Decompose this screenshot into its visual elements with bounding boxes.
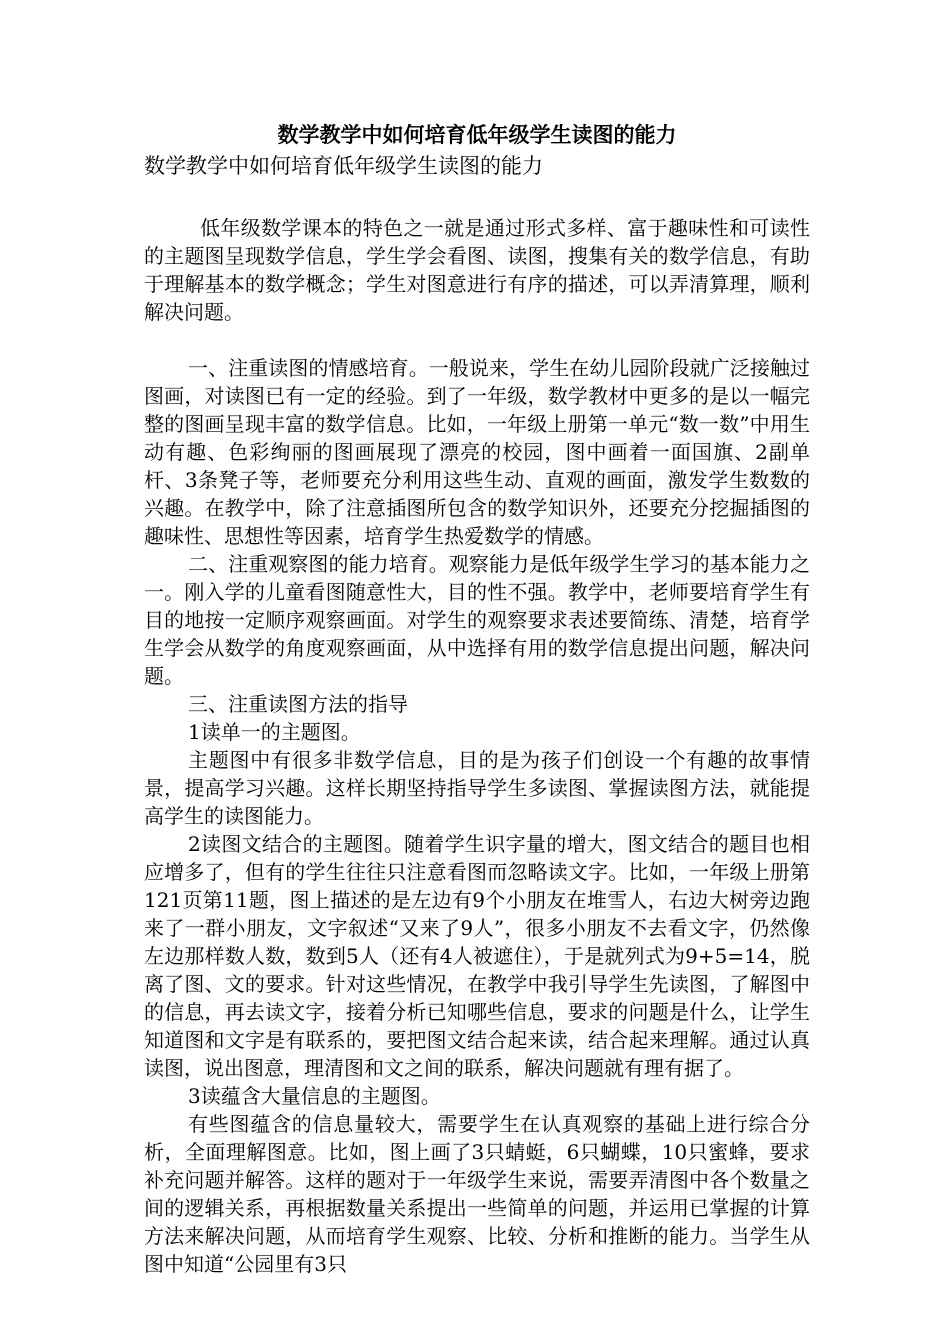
section-one-paragraph: 一、注重读图的情感培育。一般说来，学生在幼儿园阶段就广泛接触过图画，对读图已有一定的经验。到了一年级，数学教材中更多的是以一幅完整的图画呈现丰富的数学信息。比如，一年级上册第一单元“数一数”中用生动有趣、色彩绚丽的图画展现了漂亮的校园，图中画着一面国旗、2副单杆、3条凳子等，老师要充分利用这些生动、直观的画面，激发学生数数的兴趣。在教学中，除了注意插图所包含的数学知识外，还要充分挖掘插图的趣味性、思想性等因素，培育学生热爱数学的情感。	[144, 356, 810, 548]
subsection-one-paragraph: 主题图中有很多非数学信息，目的是为孩子们创设一个有趣的故事情景，提高学习兴趣。这样长期坚持指导学生多读图、掌握读图方法，就能提高学生的读图能力。	[144, 748, 810, 828]
intro-paragraph: 低年级数学课本的特色之一就是通过形式多样、富于趣味性和可读性的主题图呈现数学信息，学生学会看图、读图，搜集有关的数学信息，有助于理解基本的数学概念；学生对图意进行有序的描述，可以弄清算理，顺利解决问题。	[144, 216, 810, 324]
section-two-paragraph: 二、注重观察图的能力培育。观察能力是低年级学生学习的基本能力之一。刚入学的儿童看图随意性大，目的性不强。教学中，老师要培育学生有目的地按一定顺序观察画面。对学生的观察要求表述要简练、清楚，培育学生学会从数学的角度观察画面，从中选择有用的数学信息提出问题，解决问题。	[144, 552, 810, 688]
document-page	[144, 118, 810, 1278]
document-subtitle: 数学教学中如何培育低年级学生读图的能力	[144, 154, 543, 178]
section-three-heading: 三、注重读图方法的指导	[188, 692, 408, 716]
document-title: 数学教学中如何培育低年级学生读图的能力	[277, 122, 677, 147]
subsection-three-heading: 3读蕴含大量信息的主题图。	[188, 1084, 441, 1108]
blank-line	[144, 180, 810, 214]
subsection-one-heading: 1读单一的主题图。	[188, 720, 361, 744]
subsection-two-paragraph: 2读图文结合的主题图。随着学生识字量的增大，图文结合的题目也相应增多了，但有的学生往往只注意看图而忽略读文字。比如，一年级上册第121页第11题，图上描述的是左边有9个小朋友在堆雪人，右边大树旁边跑来了一群小朋友，文字叙述“又来了9人”，很多小朋友不去看文字，仍然像左边那样数人数，数到5人（还有4人被遮住），于是就列式为9+5=14，脱离了图、文的要求。针对这些情况，在教学中我引导学生先读图，了解图中的信息，再去读文字，接着分析已知哪些信息，要求的问题是什么，让学生知道图和文字是有联系的，要把图文结合起来读，结合起来理解。通过认真读图，说出图意，理清图和文之间的联系，解决问题就有理有据了。	[144, 832, 810, 1080]
subsection-three-paragraph: 有些图蕴含的信息量较大，需要学生在认真观察的基础上进行综合分析，全面理解图意。比如，图上画了3只蜻蜓，6只蝴蝶，10只蜜蜂，要求补充问题并解答。这样的题对于一年级学生来说，需要弄清图中各个数量之间的逻辑关系，再根据数量关系提出一些简单的问题，并运用已掌握的计算方法来解决问题，从而培育学生观察、比较、分析和推断的能力。当学生从图中知道“公园里有3只	[144, 1112, 810, 1276]
